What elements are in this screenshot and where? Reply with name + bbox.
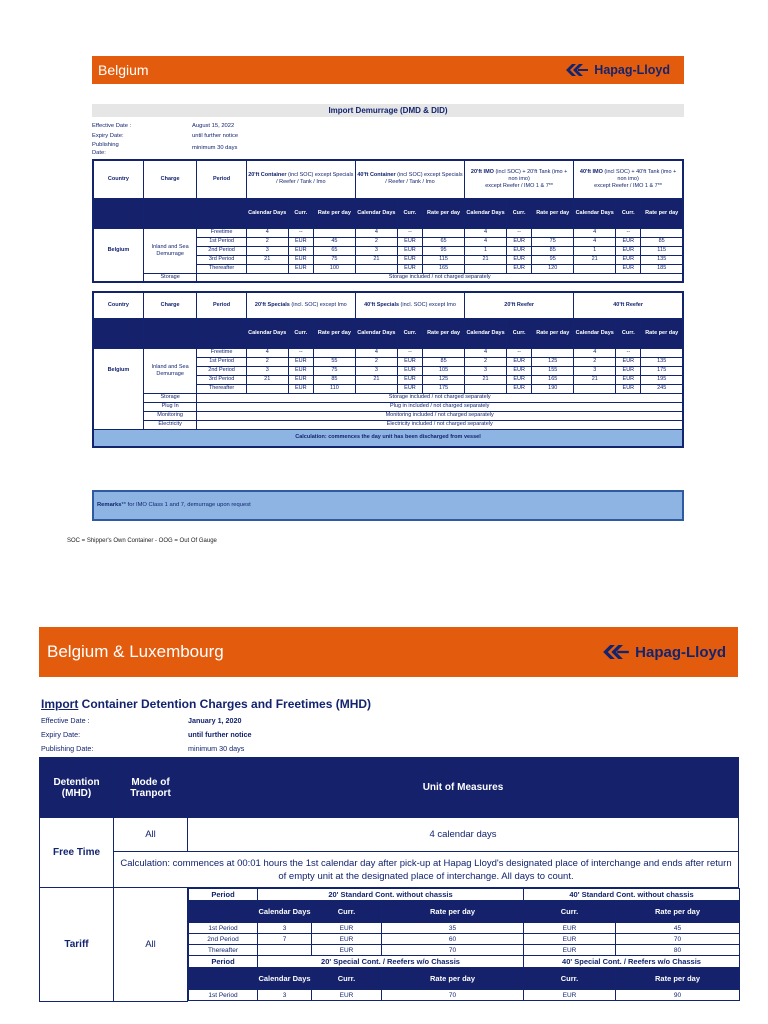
subheader-cell: Curr. [616, 198, 641, 228]
sheet1-meta [92, 121, 684, 157]
country-cell: Belgium [93, 228, 143, 273]
rate-cell: EUR [397, 264, 422, 273]
tariff-row [189, 990, 740, 1001]
group-header: 20' Standard Cont. without chassis [258, 889, 524, 901]
rate-cell: 45 [313, 237, 355, 246]
subheader-cell: Rate per day [423, 318, 465, 348]
rate-cell: 70 [382, 945, 524, 956]
rate-cell [246, 264, 288, 273]
rate-cell [532, 228, 574, 237]
rate-cell: EUR [397, 237, 422, 246]
sheet2-meta [41, 714, 252, 756]
blank-cell [93, 402, 143, 411]
extra-note: Storage included / not charged separately [197, 393, 683, 402]
rate-cell: EUR [397, 255, 422, 264]
rate-cell: EUR [312, 945, 382, 956]
rate-cell: EUR [616, 246, 641, 255]
rate-cell: EUR [288, 384, 313, 393]
rate-cell: 85 [423, 357, 465, 366]
rate-cell: 21 [574, 255, 616, 264]
rate-cell: 75 [313, 255, 355, 264]
rate-cell: 4 [574, 228, 616, 237]
rate-cell: 4 [574, 348, 616, 357]
meta-value: January 1, 2020 [188, 716, 242, 725]
group-40ft-imo: 40'ft IMO (incl SOC) + 40'ft Tank (imo + non imo) except Reefer / IMO 1 & 7** [574, 160, 683, 198]
subheader-cell: Rate per day [616, 968, 740, 990]
sheet-title: Belgium [98, 62, 149, 78]
subheader-cell: Calendar Days [574, 318, 616, 348]
subheader-cell: Calendar Days [574, 198, 616, 228]
subheader-cell: Rate per day [641, 198, 683, 228]
rate-cell: 1 [574, 246, 616, 255]
rate-cell: EUR [507, 384, 532, 393]
rate-cell [641, 228, 683, 237]
free-time-value: 4 calendar days [188, 818, 739, 852]
rate-cell: 175 [423, 384, 465, 393]
rate-cell: EUR [397, 375, 422, 384]
rate-cell: EUR [288, 366, 313, 375]
rate-cell [423, 228, 465, 237]
extra-note: Monitoring included / not charged separately [197, 411, 683, 420]
table-row [93, 348, 683, 357]
col-charge: Charge [143, 292, 197, 318]
free-time-calculation: Calculation: commences at 00:01 hours the 1st calendar day after pick-up at Hapag Lloyd's designated place of interchange and ends after return of empty unit at the designated place of interchange. All days to count. [114, 852, 739, 888]
blank-cell [93, 411, 143, 420]
group-20ft-container: 20'ft Container (incl SOC) except Specials / Reefer / Tank / Imo [246, 160, 355, 198]
subheader-cell: Curr. [616, 318, 641, 348]
brand-name: Hapag-Lloyd [594, 63, 670, 77]
subheader-cell: Curr. [524, 901, 616, 923]
rate-cell: 245 [641, 384, 683, 393]
rate-cell: EUR [288, 237, 313, 246]
rate-cell [532, 348, 574, 357]
rate-cell: 4 [465, 228, 507, 237]
subheader-cell: Rate per day [532, 318, 574, 348]
subheader-cell: Rate per day [313, 318, 355, 348]
rate-cell: EUR [616, 357, 641, 366]
meta-value: minimum 30 days [192, 145, 238, 151]
subheader-cell: Calendar Days [246, 318, 288, 348]
meta-value: August 15, 2022 [192, 123, 235, 129]
table-row [93, 402, 683, 411]
subheader-cell: Curr. [312, 901, 382, 923]
rate-cell [313, 228, 355, 237]
rate-cell: 105 [423, 366, 465, 375]
group-40ft-reefer: 40'ft Reefer [574, 292, 683, 318]
rate-cell [574, 384, 616, 393]
brand-name: Hapag-Lloyd [635, 643, 726, 661]
col-unit-of-measures: Unit of Measures [188, 758, 739, 818]
rate-cell [423, 348, 465, 357]
period-cell: Thereafter [197, 264, 246, 273]
tariff-row [189, 934, 740, 945]
group-40ft-specials: 40'ft Specials (incl. SOC) except Imo [355, 292, 464, 318]
rate-cell: 165 [532, 375, 574, 384]
rate-cell: -- [616, 228, 641, 237]
rate-cell: 1 [465, 246, 507, 255]
blank-cell [189, 901, 258, 923]
group-40ft-container: 40'ft Container (incl SOC) except Specials / Reefer / Tank / Imo [355, 160, 464, 198]
storage-note: Storage included / not charged separately [197, 273, 683, 282]
rate-cell: 4 [574, 237, 616, 246]
rate-cell: EUR [397, 366, 422, 375]
rate-cell: EUR [616, 255, 641, 264]
section-title: Import Demurrage (DMD & DID) [92, 104, 684, 117]
storage-label: Storage [143, 273, 197, 282]
remarks-text: ** for IMO Class 1 and 7, demurrage upon request [121, 502, 251, 508]
rate-cell: 3 [574, 366, 616, 375]
extra-note: Plug in included / not charged separately [197, 402, 683, 411]
demurrage-table-standard [92, 159, 684, 283]
rate-cell: EUR [507, 246, 532, 255]
subheader-cell: Curr. [397, 198, 422, 228]
subheader-cell: Calendar Days [258, 968, 312, 990]
rate-cell: 3 [258, 990, 312, 1001]
rate-cell: 125 [423, 375, 465, 384]
subheader-cell: Calendar Days [246, 198, 288, 228]
table-row [93, 228, 683, 237]
rate-cell: 80 [616, 945, 740, 956]
subheader-cell: Curr. [507, 198, 532, 228]
rate-cell: EUR [288, 357, 313, 366]
rate-cell: EUR [524, 934, 616, 945]
rate-cell [465, 384, 507, 393]
rate-cell: 195 [641, 375, 683, 384]
rate-cell: 155 [532, 366, 574, 375]
rate-cell [258, 945, 312, 956]
hapag-lloyd-logo-icon [603, 645, 629, 659]
rate-cell: 2 [355, 357, 397, 366]
subheader-cell: Calendar Days [465, 198, 507, 228]
meta-label: Expiry Date: [92, 133, 124, 139]
rate-cell: 4 [246, 348, 288, 357]
subheader-cell: Rate per day [382, 901, 524, 923]
subheader-cell: Curr. [524, 968, 616, 990]
free-time-label: Free Time [40, 818, 114, 888]
group-header: 40' Standard Cont. without chassis [524, 889, 740, 901]
rate-cell: 45 [616, 923, 740, 934]
rate-cell: 4 [355, 228, 397, 237]
period-cell: 3rd Period [197, 255, 246, 264]
subheader-cell: Rate per day [641, 318, 683, 348]
col-detention: Detention (MHD) [40, 758, 114, 818]
subheader-row [93, 318, 683, 348]
subheader-cell: Calendar Days [258, 901, 312, 923]
rate-cell: EUR [288, 264, 313, 273]
charge-cell: Inland and Sea Demurrage [143, 228, 197, 273]
remarks-label: Remarks [97, 502, 122, 508]
rate-cell: 95 [532, 255, 574, 264]
rate-cell: 3 [355, 366, 397, 375]
rate-cell: 95 [423, 246, 465, 255]
rate-cell: EUR [397, 357, 422, 366]
rate-cell: 2 [355, 237, 397, 246]
col-charge: Charge [143, 160, 197, 198]
rate-cell [465, 264, 507, 273]
tariff-subheader-row [189, 901, 740, 923]
rate-cell: EUR [524, 990, 616, 1001]
rate-cell: -- [288, 348, 313, 357]
subheader-cell: Curr. [288, 198, 313, 228]
rate-cell: EUR [616, 237, 641, 246]
col-period: Period [197, 160, 246, 198]
meta-value: until further notice [188, 730, 252, 739]
table-row [93, 420, 683, 429]
rate-cell: 70 [382, 990, 524, 1001]
hapag-lloyd-logo [603, 644, 726, 661]
rate-cell: EUR [507, 237, 532, 246]
rate-cell: 185 [641, 264, 683, 273]
subheader-cell: Rate per day [382, 968, 524, 990]
group-20ft-reefer: 20'ft Reefer [465, 292, 574, 318]
period-cell: 1st Period [189, 990, 258, 1001]
rate-cell: 70 [616, 934, 740, 945]
extra-label: Monitoring [143, 411, 197, 420]
belgium-demurrage-sheet [92, 56, 684, 448]
group-header: 40' Special Cont. / Reefers w/o Chassis [524, 956, 740, 968]
rate-cell: 2 [574, 357, 616, 366]
subheader-cell: Rate per day [313, 198, 355, 228]
rate-cell: 3 [258, 923, 312, 934]
mhd-heading: Import Container Detention Charges and Freetimes (MHD) [41, 697, 372, 711]
subheader-cell: Calendar Days [355, 198, 397, 228]
tariff-row [189, 945, 740, 956]
calculation-note: Calculation: commences the day unit has been discharged from vessel [93, 429, 683, 447]
tariff-mode: All [114, 888, 188, 1002]
rate-cell [641, 348, 683, 357]
rate-cell: 135 [641, 357, 683, 366]
rate-cell: 85 [313, 375, 355, 384]
rate-cell: 75 [313, 366, 355, 375]
rate-cell: 65 [313, 246, 355, 255]
period-cell: Thereafter [197, 384, 246, 393]
rate-cell: EUR [616, 375, 641, 384]
rate-cell: 190 [532, 384, 574, 393]
rate-cell: 7 [258, 934, 312, 945]
rate-cell [313, 348, 355, 357]
period-cell: 1st Period [189, 923, 258, 934]
meta-label: Publishing Date: [41, 744, 94, 753]
subheader-cell: Calendar Days [465, 318, 507, 348]
rate-cell: 110 [313, 384, 355, 393]
rate-cell: -- [397, 348, 422, 357]
col-country: Country [93, 160, 143, 198]
rate-cell [355, 384, 397, 393]
rate-cell: 165 [423, 264, 465, 273]
subheader-cell: Curr. [312, 968, 382, 990]
hapag-lloyd-logo-icon [566, 64, 588, 76]
tariff-group-row [189, 956, 740, 968]
remarks-box [92, 490, 684, 521]
rate-cell: 85 [641, 237, 683, 246]
rate-cell: -- [507, 228, 532, 237]
rate-cell: 35 [382, 923, 524, 934]
rate-cell: 21 [355, 375, 397, 384]
rate-cell: 4 [465, 237, 507, 246]
rate-cell: EUR [288, 246, 313, 255]
subheader-cell: Curr. [397, 318, 422, 348]
meta-label: Expiry Date: [41, 730, 81, 739]
rate-cell: -- [397, 228, 422, 237]
rate-cell: 125 [532, 357, 574, 366]
meta-value: minimum 30 days [188, 744, 245, 753]
meta-label: Effective Date : [92, 123, 132, 129]
rate-cell: EUR [288, 255, 313, 264]
period-cell: 3rd Period [197, 375, 246, 384]
soc-note: SOC = Shipper's Own Container - OOG = Out Of Gauge [67, 538, 217, 544]
col-country: Country [93, 292, 143, 318]
period-header: Period [189, 956, 258, 968]
period-cell: Thereafter [189, 945, 258, 956]
rate-cell: 4 [246, 228, 288, 237]
table-row [93, 393, 683, 402]
extra-label: Plug In [143, 402, 197, 411]
rate-cell: 2 [465, 357, 507, 366]
rate-cell: 115 [641, 246, 683, 255]
rate-cell: EUR [397, 246, 422, 255]
subheader-cell: Curr. [288, 318, 313, 348]
subheader-cell: Rate per day [423, 198, 465, 228]
sheet2-banner [39, 627, 738, 677]
rate-cell: EUR [616, 264, 641, 273]
col-mode: Mode of Tranport [114, 758, 188, 818]
rate-cell: 21 [246, 255, 288, 264]
period-cell: 2nd Period [197, 366, 246, 375]
rate-cell: 21 [465, 375, 507, 384]
tariff-label: Tariff [40, 888, 114, 1002]
rate-cell: 100 [313, 264, 355, 273]
rate-cell: EUR [312, 923, 382, 934]
rate-cell: EUR [288, 375, 313, 384]
extra-label: Storage [143, 393, 197, 402]
rate-cell: -- [507, 348, 532, 357]
tariff-grid-cell [188, 888, 739, 1002]
rate-cell: 2 [246, 357, 288, 366]
tariff-row [189, 923, 740, 934]
free-time-mode: All [114, 818, 188, 852]
rate-cell: EUR [507, 255, 532, 264]
rate-cell: 55 [313, 357, 355, 366]
rate-cell: 115 [423, 255, 465, 264]
rate-cell: EUR [507, 375, 532, 384]
period-cell: 2nd Period [189, 934, 258, 945]
rate-cell: 21 [246, 375, 288, 384]
rate-cell: 21 [465, 255, 507, 264]
tariff-subheader-row [189, 968, 740, 990]
rate-cell: 2 [246, 237, 288, 246]
tariff-grid [188, 888, 740, 1001]
rate-cell: -- [288, 228, 313, 237]
group-20ft-specials: 20'ft Specials (incl. SOC) except Imo [246, 292, 355, 318]
rate-cell: EUR [507, 366, 532, 375]
tariff-group-row [189, 889, 740, 901]
subheader-cell: Curr. [507, 318, 532, 348]
rate-cell: EUR [507, 264, 532, 273]
meta-label: Publishing Date: [92, 142, 119, 156]
period-cell: 2nd Period [197, 246, 246, 255]
rate-cell: 90 [616, 990, 740, 1001]
rate-cell: EUR [507, 357, 532, 366]
subheader-cell: Rate per day [616, 901, 740, 923]
rate-cell: 85 [532, 246, 574, 255]
rate-cell: 3 [355, 246, 397, 255]
rate-cell: 3 [246, 246, 288, 255]
rate-cell: EUR [616, 366, 641, 375]
rate-cell: EUR [312, 934, 382, 945]
rate-cell: 135 [641, 255, 683, 264]
detention-table [39, 757, 739, 1002]
rate-cell: 65 [423, 237, 465, 246]
rate-cell: 120 [532, 264, 574, 273]
period-header: Period [189, 889, 258, 901]
blank-cell [93, 420, 143, 429]
sheet-banner [92, 56, 684, 84]
hapag-lloyd-logo [566, 63, 670, 77]
rate-cell: 3 [246, 366, 288, 375]
subheader-cell: Rate per day [532, 198, 574, 228]
rate-cell: 60 [382, 934, 524, 945]
rate-cell: 3 [465, 366, 507, 375]
period-cell: Freetime [197, 228, 246, 237]
group-header: 20' Special Cont. / Reefers w/o Chassis [258, 956, 524, 968]
rate-cell: EUR [616, 384, 641, 393]
group-20ft-imo: 20'ft IMO (incl SOC) + 20'ft Tank (imo + non imo) except Reefer / IMO 1 & 7** [465, 160, 574, 198]
period-cell: 1st Period [197, 357, 246, 366]
rate-cell: EUR [312, 990, 382, 1001]
charge-cell: Inland and Sea Demurrage [143, 348, 197, 393]
rate-cell: 175 [641, 366, 683, 375]
subheader-cell: Calendar Days [355, 318, 397, 348]
rate-cell: 75 [532, 237, 574, 246]
subheader-row [93, 198, 683, 228]
country-cell: Belgium [93, 348, 143, 393]
demurrage-table-specials-reefer [92, 291, 684, 448]
meta-label: Effective Date : [41, 716, 90, 725]
rate-cell: EUR [524, 923, 616, 934]
rate-cell: 21 [574, 375, 616, 384]
blank-cell [189, 968, 258, 990]
period-cell: 1st Period [197, 237, 246, 246]
rate-cell: -- [616, 348, 641, 357]
extra-note: Electricity included / not charged separately [197, 420, 683, 429]
sheet2-title: Belgium & Luxembourg [47, 642, 224, 661]
rate-cell: EUR [397, 384, 422, 393]
rate-cell [574, 264, 616, 273]
period-cell: Freetime [197, 348, 246, 357]
col-period: Period [197, 292, 246, 318]
rate-cell: EUR [524, 945, 616, 956]
rate-cell: 4 [465, 348, 507, 357]
blank-cell [93, 393, 143, 402]
rate-cell: 21 [355, 255, 397, 264]
extra-label: Electricity [143, 420, 197, 429]
rate-cell: 4 [355, 348, 397, 357]
rate-cell [355, 264, 397, 273]
rate-cell [246, 384, 288, 393]
meta-value: until further notice [192, 133, 239, 139]
table-row [93, 411, 683, 420]
